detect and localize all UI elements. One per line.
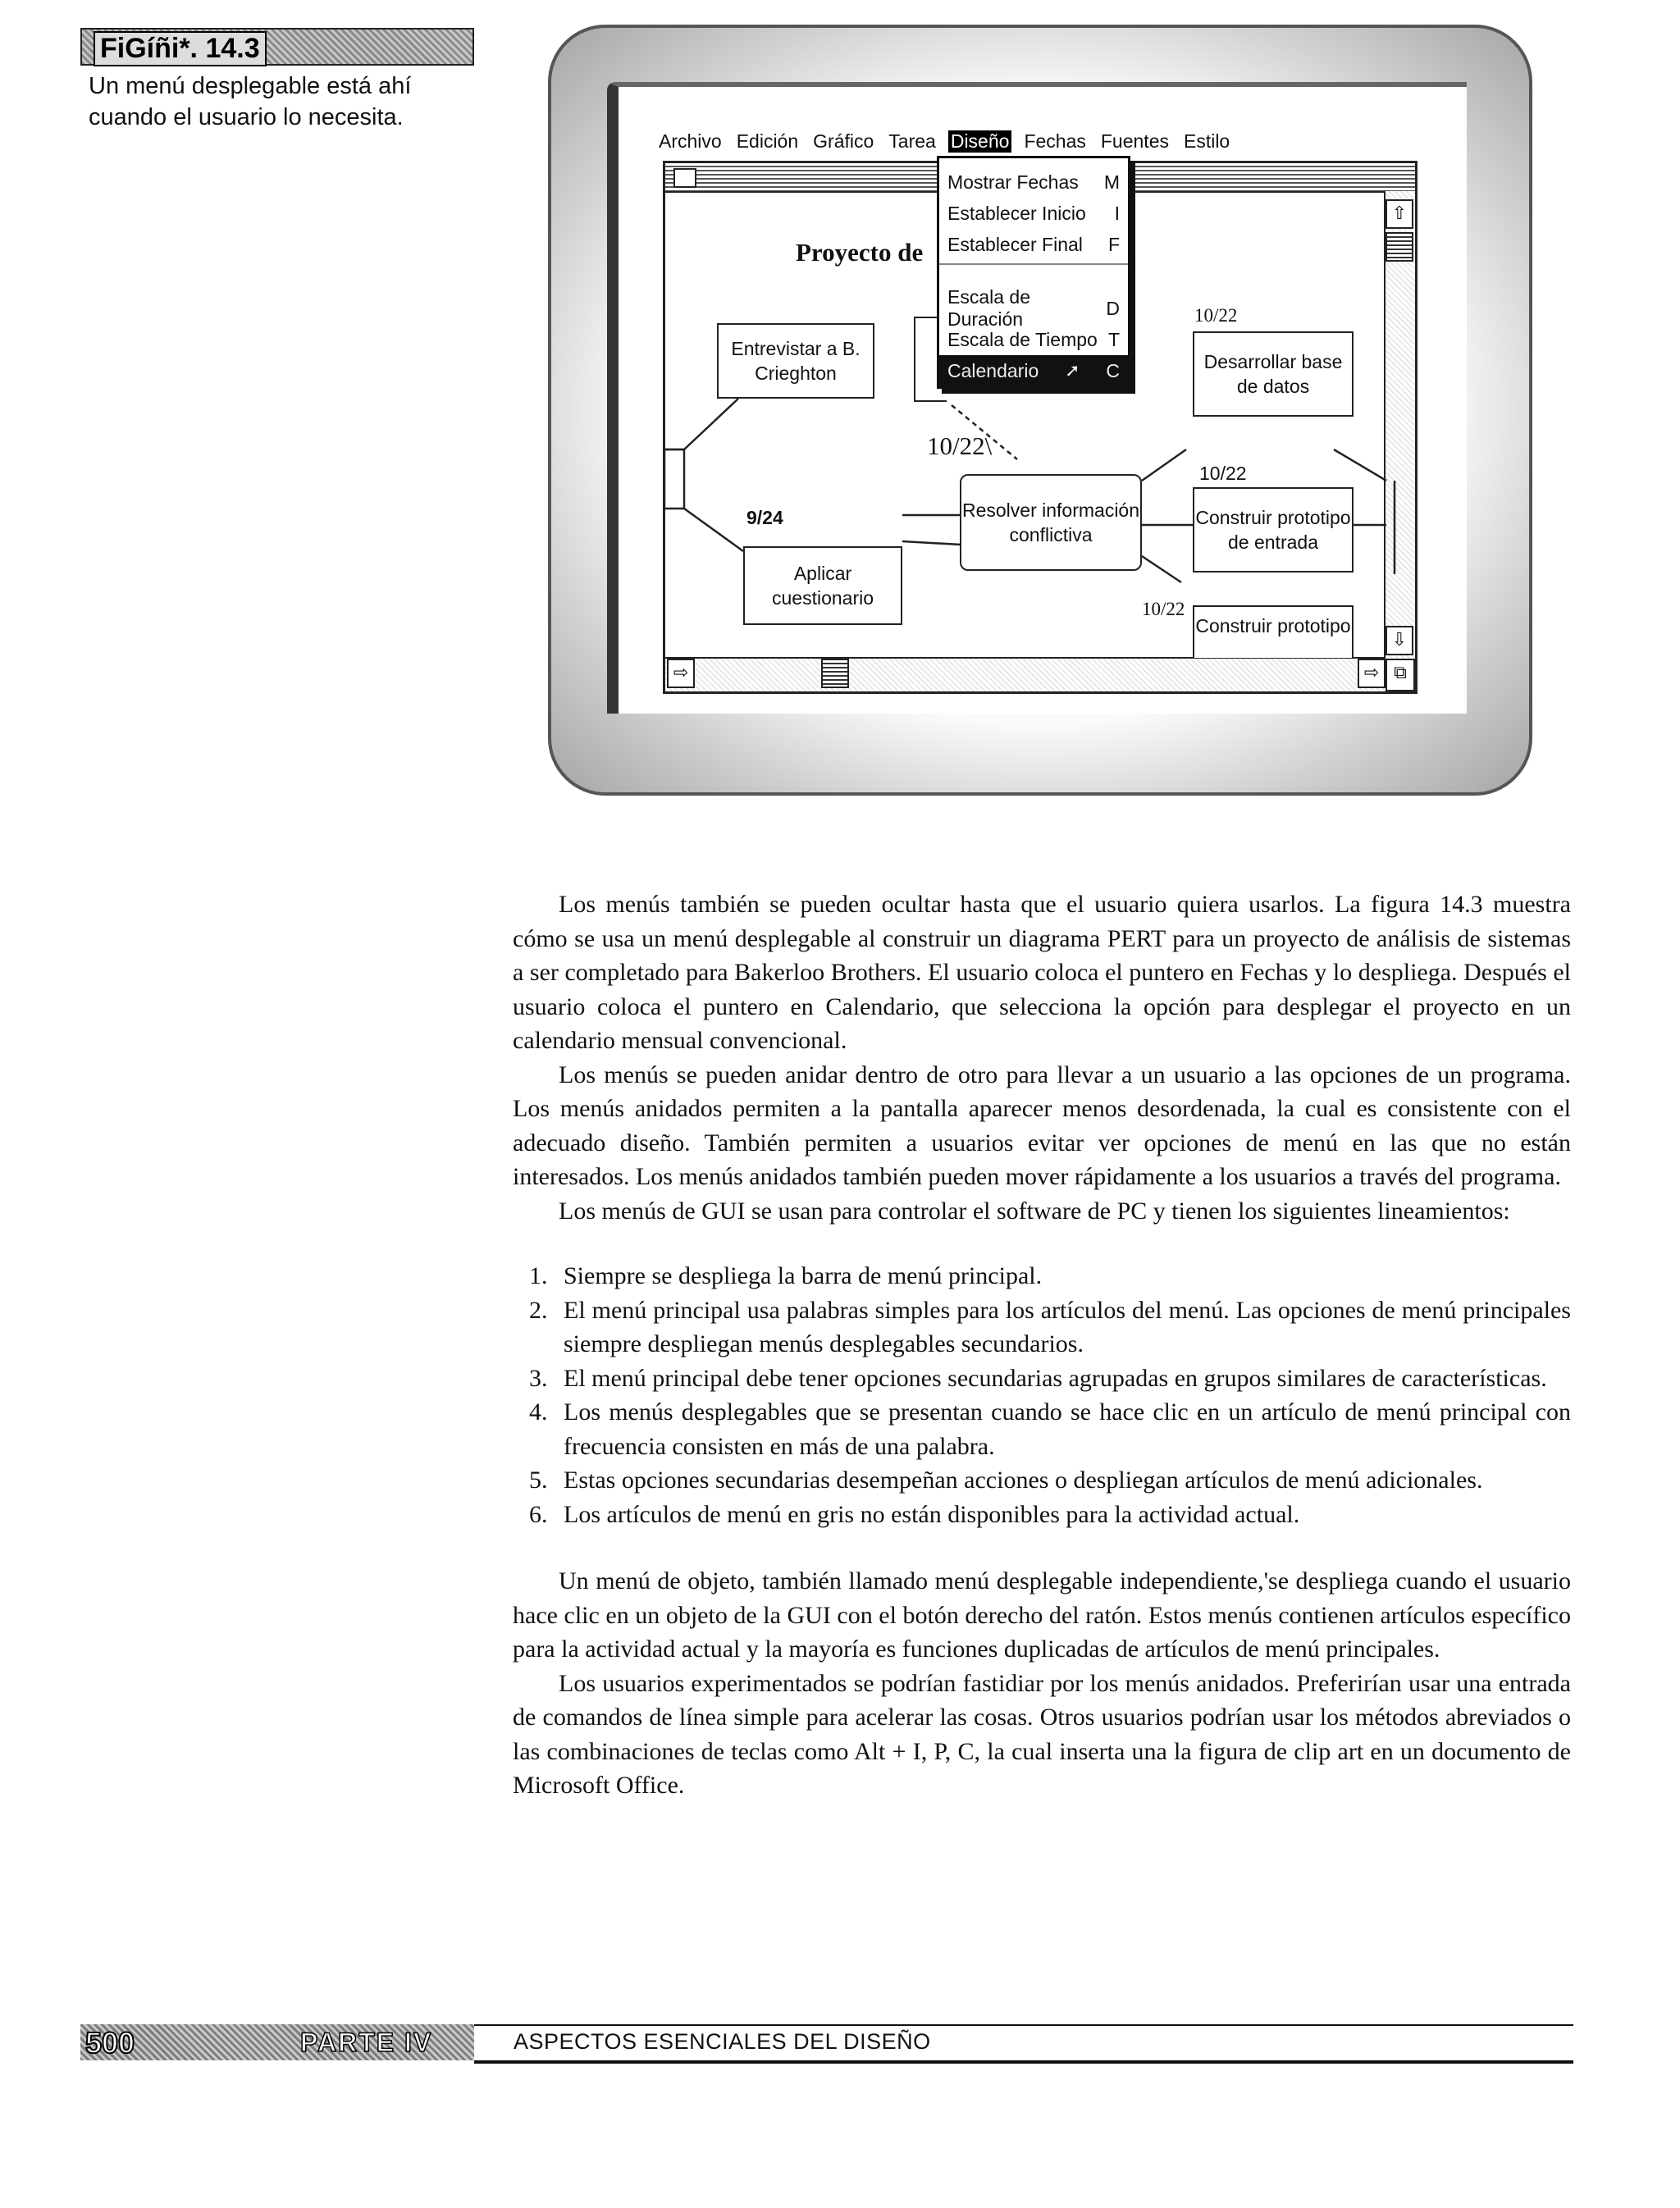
menu-estilo[interactable]: Estilo — [1183, 130, 1230, 152]
list-text: Siempre se despliega la barra de menú principal. — [564, 1262, 1043, 1289]
menu-tarea[interactable]: Tarea — [888, 130, 936, 152]
node-construir-entrada[interactable] — [1193, 487, 1354, 573]
list-number: 3. — [529, 1364, 548, 1392]
menu-item-shortcut: T — [1107, 328, 1120, 350]
page-number: 500 — [85, 2026, 135, 2060]
menu-diseno[interactable]: Diseño — [948, 130, 1012, 153]
figure-number: FiGíñi*. 14.3 — [94, 31, 267, 66]
node-label: Construir prototipo — [1195, 615, 1351, 636]
menu-edicion[interactable]: Edición — [736, 130, 799, 152]
menu-fechas[interactable]: Fechas — [1024, 130, 1086, 152]
list-item — [513, 1362, 1571, 1396]
menu-item-mostrar-fechas[interactable] — [939, 167, 1128, 198]
menu-item-shortcut: C — [1106, 359, 1120, 381]
menu-item-label: Mostrar Fechas — [947, 171, 1079, 193]
menu-item-shortcut: I — [1114, 202, 1120, 224]
menu-item-label: Escala de Duración — [947, 286, 1031, 330]
footer-rule — [474, 2060, 1573, 2064]
paragraph: Los menús de GUI se usan para controlar el software de PC y tienen los siguientes lineamientos: — [559, 1197, 1510, 1225]
paragraph: Los menús se pueden anidar dentro de otro para llevar a un usuario a las opciones de un programa. Los menús anidados permiten a la pantalla aparecer menos desordenada, la cual es consistente con el adecuado diseño. También permiten a usuarios evitar ver opciones de menú en las que no están interesados. Los menús anidados también pueden mover rápidamente a los usuarios a través del programa. — [513, 1061, 1571, 1190]
paragraph: Un menú de objeto, también llamado menú desplegable independiente,'se despliega cuando el usuario hace clic en un objeto de la GUI con el botón derecho del ratón. Estos menús contienen artículos específico para la actividad actual y la mayoría es funciones duplicadas de artículos de menú principales. — [513, 1567, 1571, 1663]
node-entrevistar[interactable] — [717, 323, 874, 399]
running-footer-title: ASPECTOS ESENCIALES DEL DISEÑO — [514, 2029, 931, 2054]
menu-separator — [939, 263, 1128, 265]
menu-item-establecer-inicio[interactable] — [939, 198, 1128, 229]
node-label: Construir prototipo de entrada — [1195, 507, 1351, 553]
paragraph: Los menús también se pueden ocultar hasta que el usuario quiera usarlos. La figura 14.3 muestra cómo se usa un menú desplegable al construir un diagrama PERT para un proyecto de análisis de sistemas a ser completado para Bakerloo Brothers. El usuario coloca el puntero en Fechas y lo despliega. Después el usuario coloca el puntero en Calendario, que selecciona la opción para desplegar el proyecto en un calendario mensual convencional. — [513, 891, 1571, 1054]
menu-archivo[interactable]: Archivo — [659, 130, 722, 152]
list-text: Los artículos de menú en gris no están disponibles para la actividad actual. — [564, 1500, 1300, 1528]
menu-item-label: Calendario — [947, 359, 1039, 381]
node-label: Entrevistar a B. Crieghton — [731, 338, 861, 384]
list-number: 1. — [529, 1262, 548, 1289]
project-title: Proyecto de — [796, 238, 924, 267]
menu-grafico[interactable]: Gráfico — [813, 130, 874, 152]
list-text: El menú principal debe tener opciones secundarias agrupadas en grupos similares de características. — [564, 1364, 1547, 1392]
diseno-dropdown-menu — [937, 156, 1130, 389]
list-number: 5. — [529, 1467, 548, 1494]
list-item — [513, 1395, 1571, 1463]
pointer-cursor-icon: ➚ — [1065, 360, 1080, 381]
date-label: 10/22 — [1199, 463, 1247, 484]
menu-item-label: Establecer Final — [947, 233, 1083, 255]
scroll-left-icon[interactable]: ⇨ — [667, 659, 695, 688]
list-number: 4. — [529, 1398, 548, 1426]
list-number: 6. — [529, 1500, 548, 1528]
resize-box-icon[interactable]: ⧉ — [1386, 659, 1415, 691]
list-item — [513, 1259, 1571, 1293]
list-item — [513, 1293, 1571, 1362]
footer-bar — [80, 2024, 474, 2060]
caption-line-1: Un menú desplegable está ahí — [89, 73, 412, 99]
node-aplicar[interactable] — [743, 546, 902, 625]
caption-line-2: cuando el usuario lo necesita. — [89, 104, 404, 130]
menu-item-escala-tiempo[interactable] — [939, 324, 1128, 355]
node-construir-2[interactable] — [1193, 605, 1354, 658]
date-label: 10/22 — [1142, 599, 1185, 619]
menu-item-label: Escala de Tiempo — [947, 328, 1098, 350]
list-number: 2. — [529, 1296, 548, 1324]
body-text — [513, 887, 1571, 1803]
node-resolver[interactable] — [960, 474, 1142, 571]
guidelines-list — [513, 1259, 1571, 1531]
node-label: Desarrollar base de datos — [1203, 351, 1343, 397]
pert-connectors — [0, 0, 1680, 820]
date-label: 10/22 — [1194, 305, 1238, 326]
menu-fuentes[interactable]: Fuentes — [1100, 130, 1169, 152]
footer-rule — [474, 2024, 1573, 2026]
menu-item-establecer-final[interactable] — [939, 229, 1128, 260]
date-label: 9/24 — [746, 507, 783, 528]
node-desarrollar[interactable] — [1193, 331, 1354, 417]
menu-item-calendario[interactable] — [939, 355, 1128, 386]
menu-item-shortcut: D — [1106, 297, 1120, 319]
list-text: El menú principal usa palabras simples para los artículos del menú. Las opciones de menú principales siempre despliegan menús desplegables secundarios. — [564, 1296, 1571, 1357]
list-item — [513, 1463, 1571, 1498]
menu-item-escala-duracion[interactable] — [939, 286, 1128, 330]
part-label: PARTE IV — [300, 2028, 433, 2057]
menu-item-label: Establecer Inicio — [947, 202, 1086, 224]
scroll-down-icon[interactable]: ⇩ — [1386, 626, 1413, 655]
node-label: Aplicar cuestionario — [771, 563, 874, 609]
node-label: Resolver información conflictiva — [961, 500, 1140, 545]
list-text: Estas opciones secundarias desempeñan acciones o despliegan artículos de menú adicionales. — [564, 1467, 1483, 1494]
list-item — [513, 1498, 1571, 1532]
date-label: 10/22\ — [927, 431, 993, 460]
menu-item-shortcut: M — [1103, 171, 1120, 193]
list-text: Los menús desplegables que se presentan cuando se hace clic en un artículo de menú principal con frecuencia consisten en más de una palabra. — [564, 1398, 1571, 1460]
menu-item-shortcut: F — [1107, 233, 1120, 255]
scroll-right-icon[interactable]: ⇨ — [1358, 659, 1386, 688]
paragraph: Los usuarios experimentados se podrían fastidiar por los menús anidados. Preferirían usar una entrada de comandos de línea simple para acelerar las cosas. Otros usuarios podrían usar los métodos abreviados o las combinaciones de teclas como Alt + I, P, C, la cual inserta una la figura de clip art en un documento de Microsoft Office. — [513, 1669, 1571, 1799]
scroll-up-icon[interactable]: ⇧ — [1386, 199, 1413, 229]
